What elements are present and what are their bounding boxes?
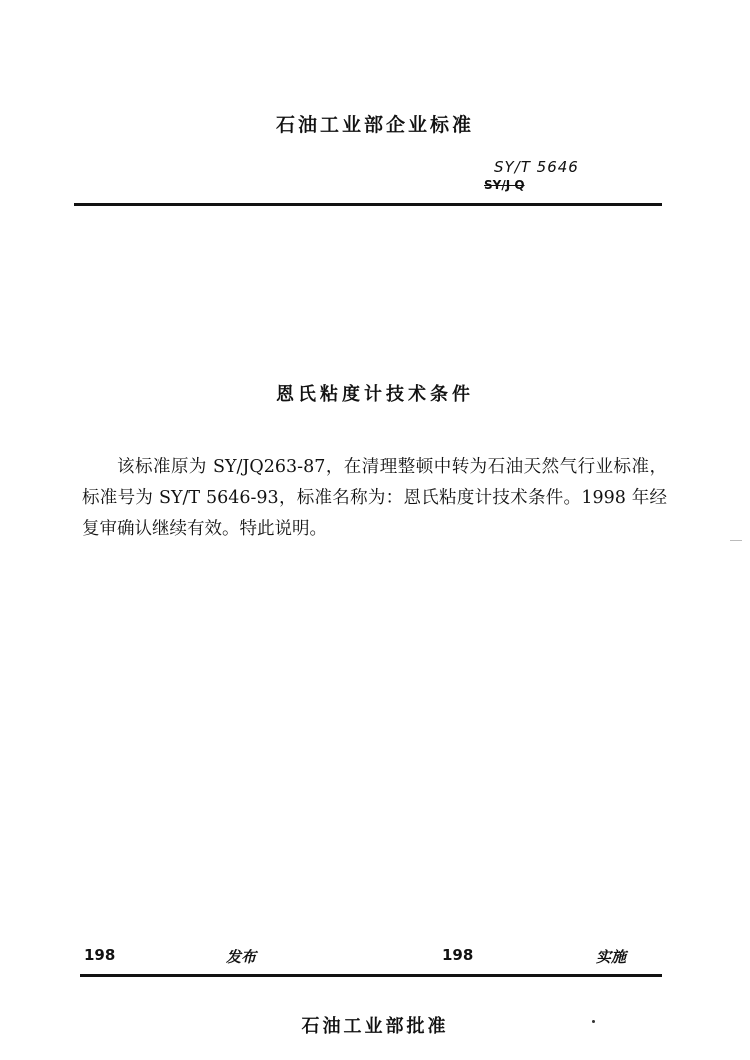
scan-dot (592, 1020, 595, 1023)
implement-label: 实施 (596, 948, 627, 966)
header-organization: 石油工业部企业标准 (275, 114, 474, 136)
standard-code-old-struck: SY/J Q (484, 178, 525, 192)
scan-mark (730, 540, 742, 541)
approver-organization: 石油工业部批准 (301, 1016, 449, 1037)
publish-label: 发布 (226, 948, 257, 966)
body-paragraph: 该标准原为 SY/JQ263-87，在清理整顿中转为石油天然气行业标准，标准号为 SY/T 5646-93，标准名称为：恩氏粘度计技术条件。1998 年经复审确认继续有效。特此说明。 (82, 457, 667, 539)
standard-code-new: SY/T 5646 (494, 158, 579, 176)
implement-year: 198 (442, 946, 474, 964)
document-title: 恩氏粘度计技术条件 (276, 384, 474, 405)
footer-divider (80, 974, 662, 977)
header-divider (74, 203, 662, 206)
publish-year: 198 (84, 946, 116, 964)
